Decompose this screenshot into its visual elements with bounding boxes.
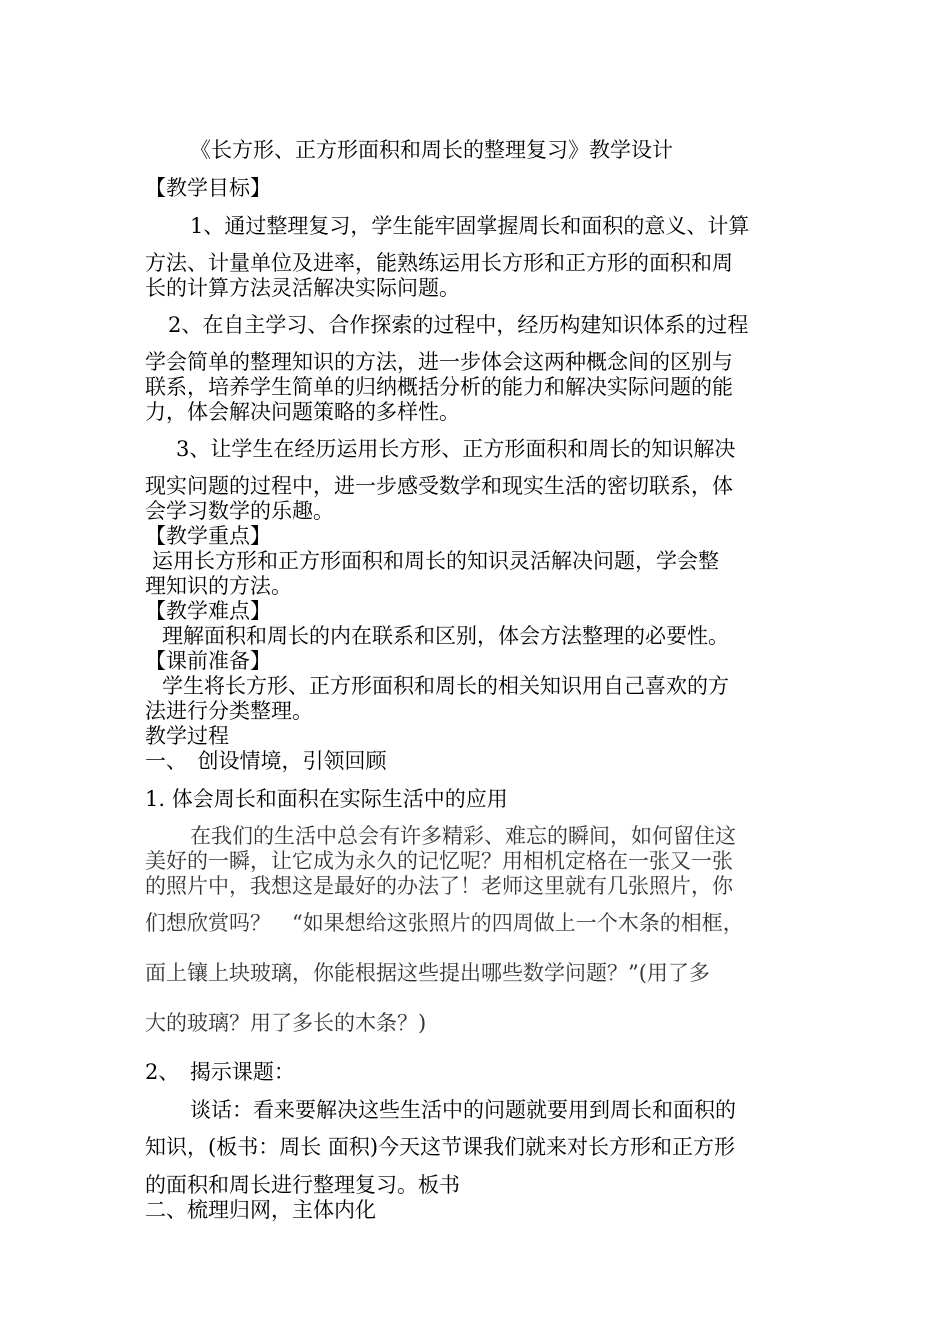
document-title: 《长方形、正方形面积和周长的整理复习》教学设计 bbox=[190, 138, 673, 162]
item-1-paragraph-line: 的照片中，我想这是最好的办法了！老师这里就有几张照片，你 bbox=[145, 874, 733, 898]
objective-2-line: 力，体会解决问题策略的多样性。 bbox=[145, 400, 460, 424]
item-1-paragraph-line: 面上镶上块玻璃，你能根据这些提出哪些数学问题？”(用了多 bbox=[145, 961, 710, 985]
item-1-title: 1. 体会周长和面积在实际生活中的应用 bbox=[145, 787, 508, 811]
preparation-line: 学生将长方形、正方形面积和周长的相关知识用自己喜欢的方 bbox=[162, 674, 729, 698]
objective-2-line: 2、在自主学习、合作探索的过程中，经历构建知识体系的过程 bbox=[168, 313, 749, 337]
objective-2-line: 学会简单的整理知识的方法，进一步体会这两种概念间的区别与 bbox=[145, 350, 733, 374]
key-points-line: 理知识的方法。 bbox=[145, 574, 292, 598]
item-2-paragraph-line: 谈话：看来要解决这些生活中的问题就要用到周长和面积的 bbox=[190, 1098, 736, 1122]
preparation-heading: 【课前准备】 bbox=[145, 649, 271, 673]
preparation-line: 法进行分类整理。 bbox=[145, 699, 313, 723]
section-1-title: 一、 创设情境，引领回顾 bbox=[145, 749, 387, 773]
key-points-line: 运用长方形和正方形面积和周长的知识灵活解决问题，学会整 bbox=[152, 549, 719, 573]
item-2-paragraph-line: 知识，(板书：周长 面积)今天这节课我们就来对长方形和正方形 bbox=[145, 1135, 736, 1159]
section-2-title: 二、梳理归网，主体内化 bbox=[145, 1198, 376, 1222]
objective-3-line: 3、让学生在经历运用长方形、正方形面积和周长的知识解决 bbox=[176, 437, 736, 461]
objective-2-line: 联系，培养学生简单的归纳概括分析的能力和解决实际问题的能 bbox=[145, 375, 733, 399]
item-2-paragraph-line: 的面积和周长进行整理复习。板书 bbox=[145, 1173, 460, 1197]
objectives-heading: 【教学目标】 bbox=[145, 176, 271, 200]
item-1-paragraph-line: 们想欣赏吗？ “如果想给这张照片的四周做上一个木条的相框， bbox=[145, 911, 744, 935]
difficulties-line: 理解面积和周长的内在联系和区别，体会方法整理的必要性。 bbox=[162, 624, 729, 648]
item-2-title: 2、 揭示课题： bbox=[145, 1060, 295, 1084]
item-1-paragraph-line: 美好的一瞬，让它成为永久的记忆呢？用相机定格在一张又一张 bbox=[145, 849, 733, 873]
difficulties-heading: 【教学难点】 bbox=[145, 599, 271, 623]
key-points-heading: 【教学重点】 bbox=[145, 524, 271, 548]
item-1-paragraph-line: 在我们的生活中总会有许多精彩、难忘的瞬间，如何留住这 bbox=[190, 824, 736, 848]
item-1-paragraph-line: 大的玻璃？用了多长的木条？) bbox=[145, 1011, 427, 1035]
objective-1-line: 1、通过整理复习，学生能牢固掌握周长和面积的意义、计算 bbox=[190, 214, 750, 238]
objective-1-line: 长的计算方法灵活解决实际问题。 bbox=[145, 276, 460, 300]
objective-3-line: 现实问题的过程中，进一步感受数学和现实生活的密切联系，体 bbox=[145, 474, 733, 498]
process-heading: 教学过程 bbox=[145, 724, 229, 748]
objective-3-line: 会学习数学的乐趣。 bbox=[145, 499, 334, 523]
objective-1-line: 方法、计量单位及进率，能熟练运用长方形和正方形的面积和周 bbox=[145, 251, 733, 275]
